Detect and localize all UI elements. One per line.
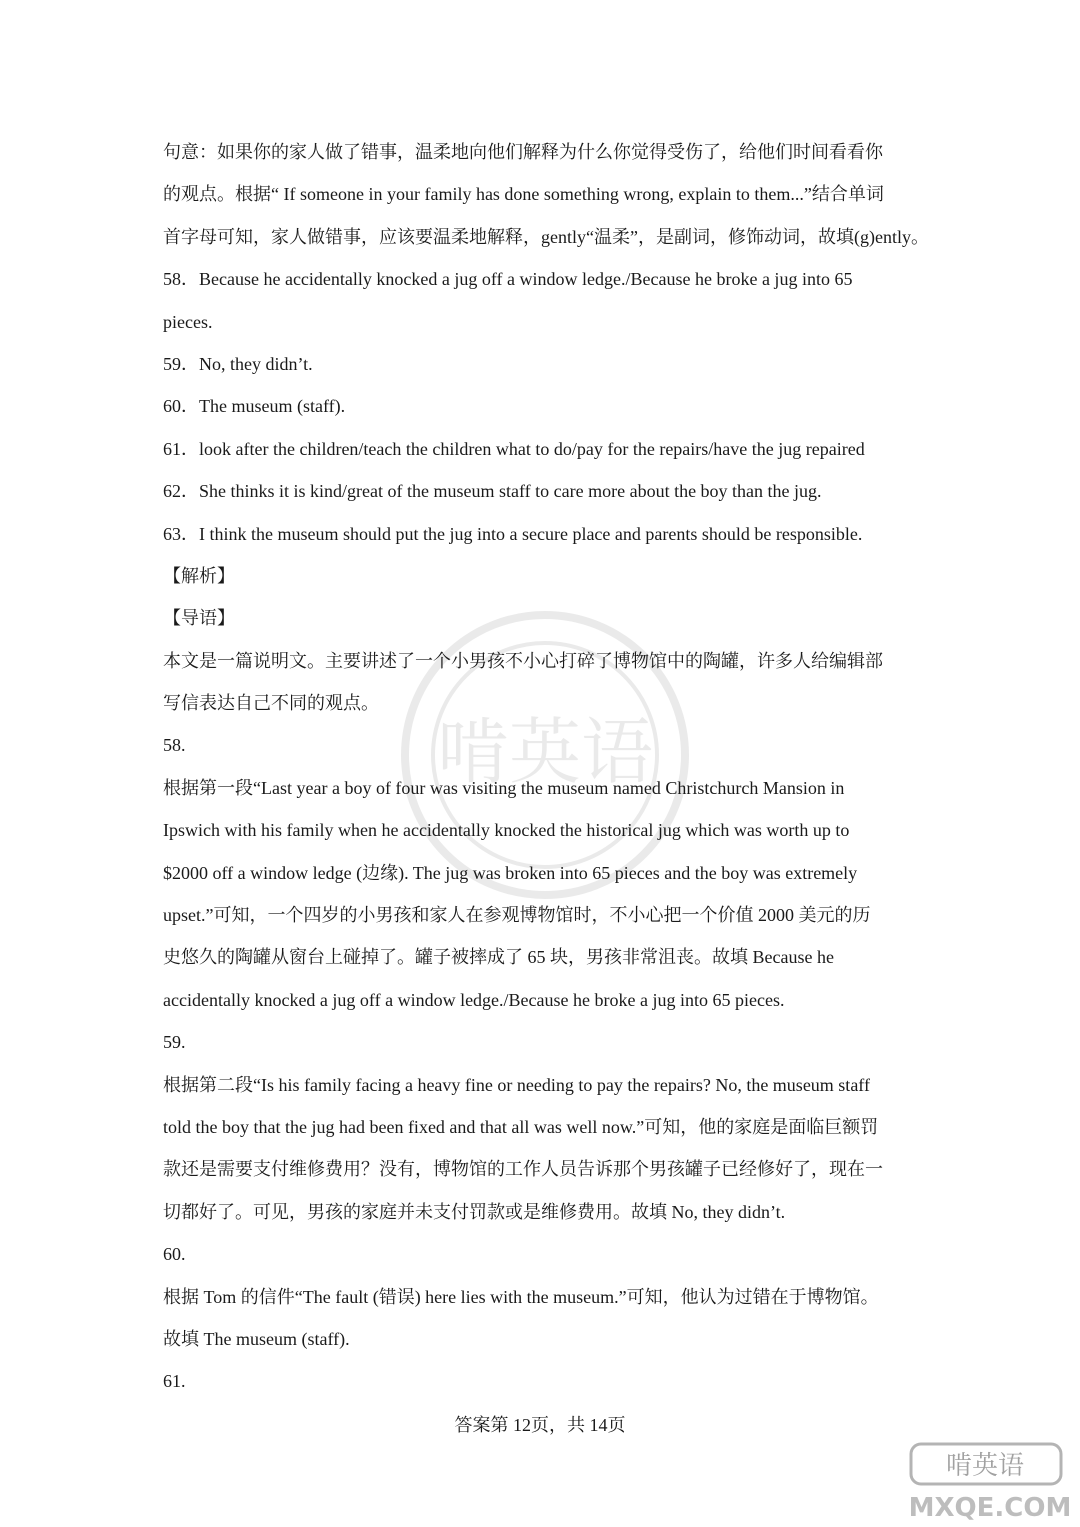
text-line: 【导语】 [163, 608, 235, 629]
text-line: 本文是一篇说明文。主要讲述了一个小男孩不小心打碎了博物馆中的陶罐，许多人给编辑部 [163, 650, 883, 671]
text-line: 首字母可知，家人做错事，应该要温柔地解释，gently“温柔”，是副词，修饰动词，故填(g)ently。 [163, 226, 929, 247]
text-line: 60．The museum (staff). [163, 396, 346, 417]
watermark-text: 啃英语 [436, 710, 654, 794]
document-body [163, 131, 929, 1403]
text-line: upset.”可知，一个四岁的小男孩和家人在参观博物馆时，不小心把一个价值 2000 美元的历 [163, 905, 871, 926]
text-line: 的观点。根据“ If someone in your family has done something wrong, explain to them...”结合单词 [163, 184, 884, 205]
text-line: 款还是需要支付维修费用？没有，博物馆的工作人员告诉那个男孩罐子已经修好了，现在一 [163, 1159, 883, 1180]
text-line: Ipswich with his family when he accidentally knocked the historical jug which was worth up to [163, 820, 850, 841]
text-line: 59．No, they didn’t. [163, 353, 313, 374]
text-line: 故填 The museum (staff). [163, 1328, 350, 1349]
text-line: 根据第一段“Last year a boy of four was visiting the museum named Christchurch Mansion in [163, 777, 845, 798]
text-line: 60. [163, 1244, 186, 1265]
text-line: $2000 off a window ledge (边缘). The jug was broken into 65 pieces and the boy was extremely [163, 862, 858, 883]
text-line: 63．I think the museum should put the jug into a secure place and parents should be responsible. [163, 523, 863, 544]
text-line: told the boy that the jug had been fixed and that all was well now.”可知，他的家庭是面临巨额罚 [163, 1116, 879, 1137]
logo-sub-text: 啃英语 [945, 1451, 1025, 1481]
text-line: 58．Because he accidentally knocked a jug off a window ledge./Because he broke a jug into 65 [163, 269, 853, 290]
text-line: 写信表达自己不同的观点。 [163, 693, 379, 714]
text-line: 根据第二段“Is his family facing a heavy fine or needing to pay the repairs? No, the museum staff [163, 1074, 870, 1095]
text-line: accidentally knocked a jug off a window ledge./Because he broke a jug into 65 pieces. [163, 989, 785, 1010]
text-line: 句意：如果你的家人做了错事，温柔地向他们解释为什么你觉得受伤了，给他们时间看看你 [163, 142, 883, 162]
site-logo [905, 1440, 1075, 1525]
text-line: 切都好了。可见，男孩的家庭并未支付罚款或是维修费用。故填 No, they didn’t. [163, 1201, 786, 1222]
text-line: 59. [163, 1032, 186, 1053]
page-footer: 答案第 12页，共 14页 [454, 1415, 626, 1435]
logo-text: MXQE.COM [908, 1493, 1072, 1523]
text-line: 62．She thinks it is kind/great of the museum staff to care more about the boy than the jug. [163, 481, 822, 502]
text-line: pieces. [163, 311, 213, 332]
text-line: 【解析】 [163, 565, 235, 586]
text-line: 根据 Tom 的信件“The fault (错误) here lies with the museum.”可知，他认为过错在于博物馆。 [163, 1286, 879, 1307]
text-line: 史悠久的陶罐从窗台上碰掉了。罐子被摔成了 65 块，男孩非常沮丧。故填 Because he [163, 947, 834, 968]
text-line: 61. [163, 1371, 186, 1392]
text-line: 61．look after the children/teach the children what to do/pay for the repairs/have the jug repaired [163, 438, 865, 459]
text-line: 58. [163, 735, 186, 756]
